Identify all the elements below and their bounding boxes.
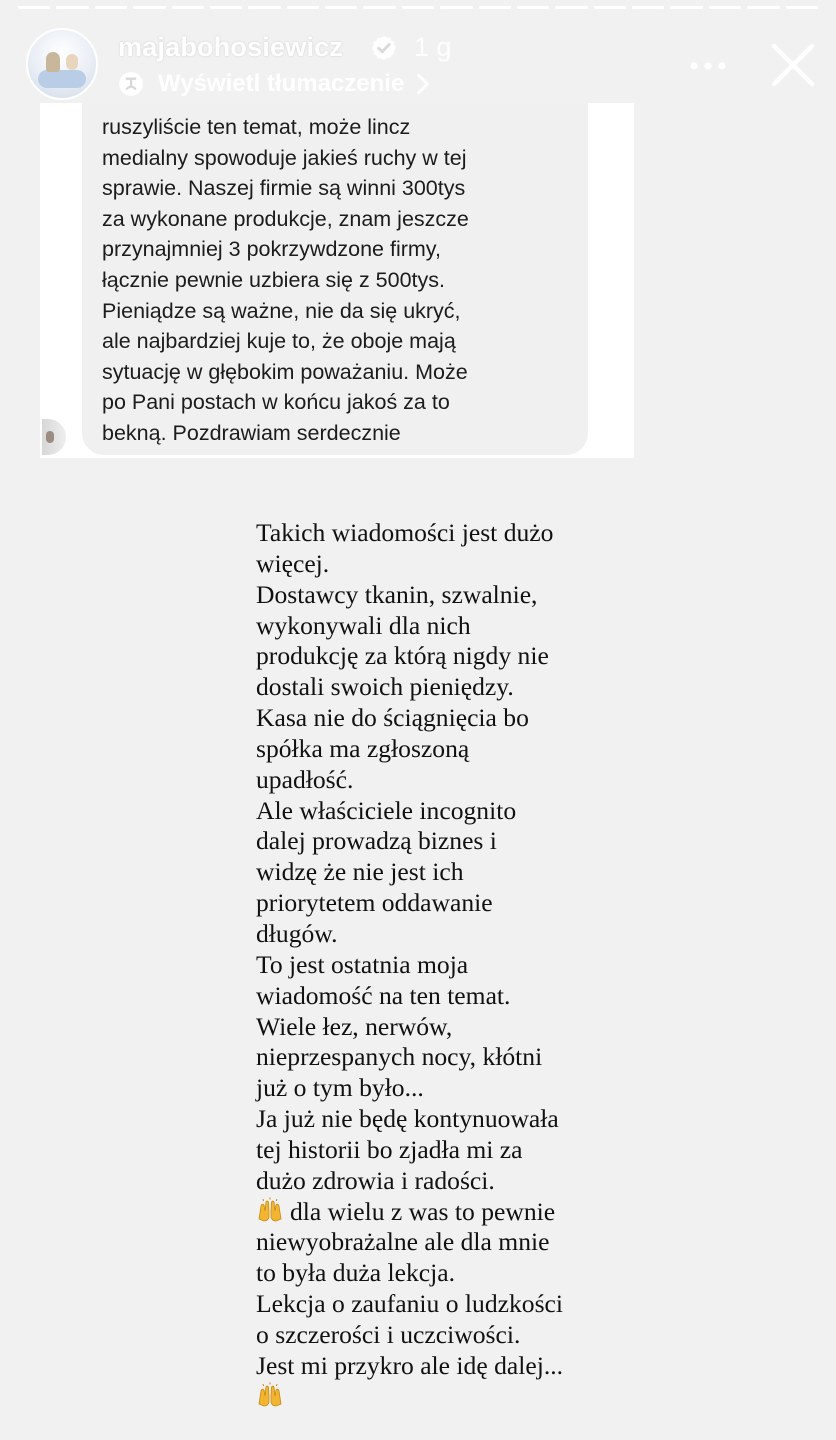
message-line: ruszyliście ten temat, może lincz bbox=[102, 115, 411, 139]
progress-segment bbox=[287, 6, 319, 9]
caption-line-text: dla wielu z was to pewnie bbox=[290, 1196, 556, 1226]
message-line: medialny spowoduje jakieś ruchy w tej bbox=[102, 145, 467, 170]
caption-line: Kasa nie do ściągnięcia bo bbox=[256, 703, 529, 733]
caption-line: tej historii bo zjadła mi za bbox=[256, 1134, 523, 1164]
caption-line: upadłość. bbox=[256, 764, 354, 794]
raising-hands-icon bbox=[256, 1197, 284, 1223]
caption-line: Dostawcy tkanin, szwalnie, bbox=[256, 579, 538, 609]
message-line: sytuację w głębokim poważaniu. Może bbox=[102, 359, 468, 384]
progress-segment bbox=[440, 6, 472, 9]
caption-line: To jest ostatnia moja bbox=[256, 949, 469, 979]
progress-segment bbox=[555, 6, 587, 9]
message-line: ale najbardziej kuje to, że oboje mają bbox=[102, 329, 456, 354]
progress-segment bbox=[18, 6, 50, 9]
raising-hands-icon bbox=[256, 1382, 284, 1408]
progress-segment bbox=[56, 6, 88, 9]
caption-line: Ja już nie będę kontynuowała bbox=[256, 1104, 559, 1134]
caption-line: Ale właściciele incognito bbox=[256, 795, 517, 825]
caption-line: priorytetem oddawanie bbox=[256, 888, 493, 918]
sender-avatar bbox=[42, 419, 66, 455]
more-options-icon[interactable] bbox=[686, 56, 730, 76]
caption-line bbox=[256, 1197, 816, 1228]
caption-line bbox=[256, 1382, 816, 1413]
translate-label: Wyświetl tłumaczenie bbox=[158, 70, 405, 97]
avatar[interactable] bbox=[26, 28, 98, 100]
progress-segment bbox=[479, 6, 511, 9]
story-header bbox=[0, 20, 836, 100]
cropped-text-fragment bbox=[130, 103, 290, 109]
avatar-figure bbox=[38, 70, 86, 88]
username[interactable]: majabohosiewicz bbox=[118, 32, 344, 62]
avatar-figure bbox=[66, 54, 78, 70]
verified-badge-icon bbox=[370, 34, 398, 62]
caption-line: Takich wiadomości jest dużo bbox=[256, 518, 554, 547]
progress-segment bbox=[325, 6, 357, 9]
caption-line: produkcję za którą nigdy nie bbox=[256, 641, 549, 671]
message-line: za wykonane produkcje, znam jeszcze bbox=[102, 206, 469, 231]
caption-line: nieprzespanych nocy, kłótni bbox=[256, 1042, 543, 1072]
progress-segment bbox=[594, 6, 626, 9]
caption-line: wiadomość na ten temat. bbox=[256, 980, 511, 1010]
progress-segment bbox=[248, 6, 280, 9]
story-caption bbox=[256, 518, 816, 1412]
close-icon[interactable] bbox=[768, 40, 818, 90]
caption-line: o szczerości i uczciwości. bbox=[256, 1319, 521, 1349]
progress-segment bbox=[517, 6, 549, 9]
caption-line: to była duża lekcja. bbox=[256, 1258, 455, 1288]
caption-line: Jest mi przykro ale idę dalej... bbox=[256, 1350, 564, 1380]
progress-segment bbox=[210, 6, 242, 9]
message-line: Pieniądze są ważne, nie da się ukryć, bbox=[102, 298, 461, 323]
progress-segment bbox=[363, 6, 395, 9]
caption-line: spółka ma zgłoszoną bbox=[256, 733, 470, 763]
story-progress-bar bbox=[18, 6, 818, 10]
message-line: sprawie. Naszej firmie są winni 300tys bbox=[102, 176, 466, 201]
progress-segment bbox=[670, 6, 702, 9]
caption-line: widzę że nie jest ich bbox=[256, 857, 464, 887]
caption-line: wykonywali dla nich bbox=[256, 610, 471, 640]
avatar-figure bbox=[46, 52, 60, 72]
message-line: po Pani postach w końcu jakoś za to bbox=[102, 390, 450, 415]
message-line: przynajmniej 3 pokrzywdzone firmy, bbox=[102, 237, 441, 262]
progress-segment bbox=[172, 6, 204, 9]
caption-line: już o tym było... bbox=[256, 1073, 424, 1103]
post-time: 1 g bbox=[414, 32, 452, 62]
caption-line: niewyobrażalne ale dla mnie bbox=[256, 1227, 550, 1257]
caption-line: dużo zdrowia i radości. bbox=[256, 1165, 495, 1195]
message-text bbox=[102, 112, 572, 449]
caption-line: długów. bbox=[256, 918, 338, 948]
caption-line: Lekcja o zaufaniu o ludzkości bbox=[256, 1289, 564, 1319]
caption-line: więcej. bbox=[256, 548, 330, 578]
progress-segment bbox=[632, 6, 664, 9]
chevron-right-icon bbox=[414, 73, 432, 95]
progress-segment bbox=[95, 6, 127, 9]
progress-segment bbox=[402, 6, 434, 9]
message-line: łącznie pewnie uzbiera się z 500tys. bbox=[102, 267, 445, 292]
progress-segment bbox=[709, 6, 741, 9]
progress-segment bbox=[786, 6, 818, 9]
translate-icon bbox=[118, 71, 144, 97]
message-line: bekną. Pozdrawiam serdecznie bbox=[102, 420, 401, 445]
caption-line: dostali swoich pieniędzy. bbox=[256, 672, 514, 702]
message-bubble bbox=[82, 103, 588, 455]
caption-line: dalej prowadzą biznes i bbox=[256, 826, 497, 856]
message-screenshot bbox=[40, 103, 634, 458]
progress-segment bbox=[747, 6, 779, 9]
caption-line: Wiele łez, nerwów, bbox=[256, 1011, 453, 1041]
progress-segment bbox=[133, 6, 165, 9]
translate-link[interactable] bbox=[118, 68, 432, 100]
